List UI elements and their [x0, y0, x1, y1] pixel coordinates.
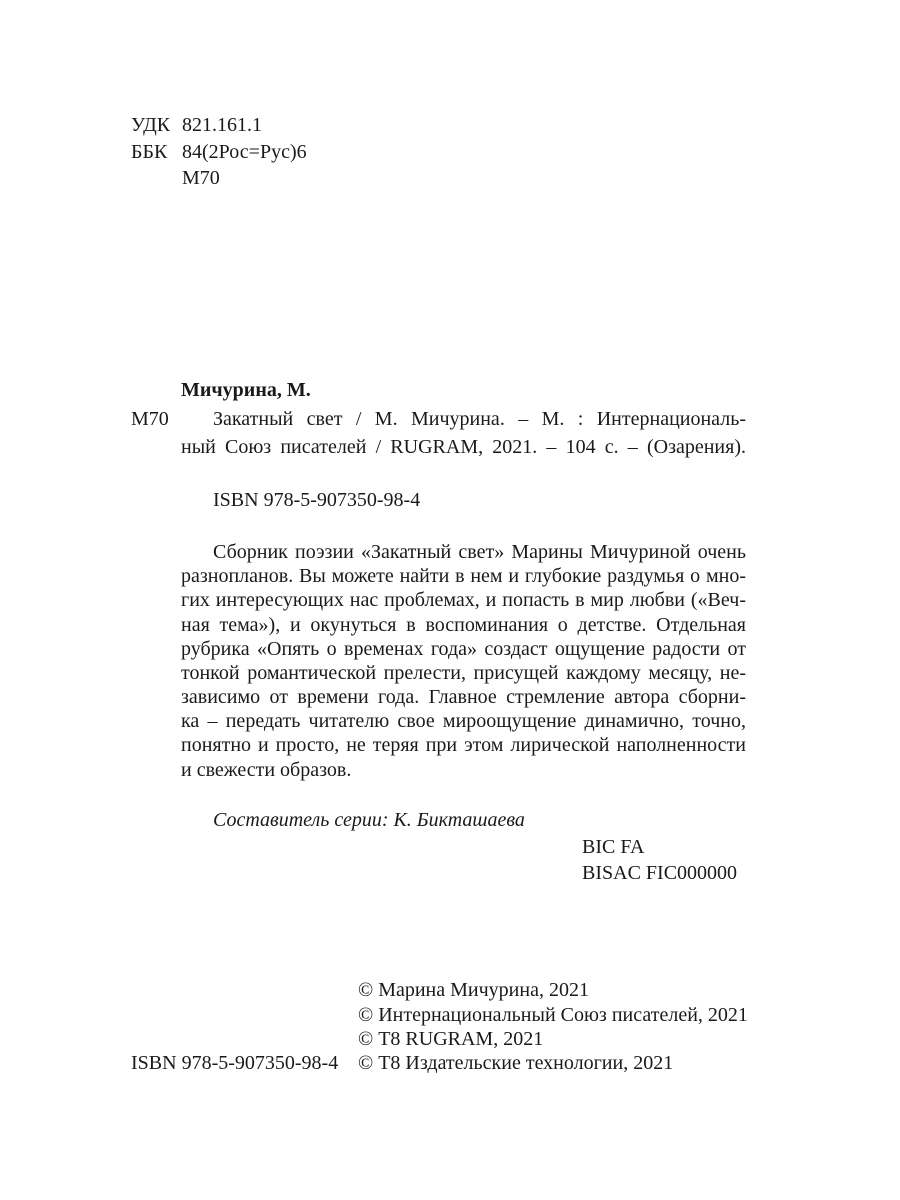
- annotation-line: ная тема»), и окунуться в воспоминания о детстве. Отдельная: [181, 614, 746, 636]
- annotation-line: тонкой романтической прелести, присущей каждому месяцу, не-: [181, 662, 746, 684]
- copyright-line: © Т8 Издательские технологии, 2021: [358, 1052, 674, 1074]
- copyright-line: © Т8 RUGRAM, 2021: [358, 1028, 544, 1050]
- bbk-value: 84(2Рос=Рус)6: [182, 141, 307, 163]
- udk-label: УДК: [131, 114, 171, 136]
- bic-code: BIC FA: [582, 836, 645, 858]
- record-description-line: Закатный свет / М. Мичурина. – М. : Интернациональ-: [213, 408, 746, 430]
- series-compiler: Составитель серии: К. Бикташаева: [213, 809, 525, 831]
- copyright-line: © Интернациональный Союз писателей, 2021: [358, 1004, 748, 1026]
- bisac-code: BISAC FIC000000: [582, 862, 738, 884]
- annotation-line: гих интересующих нас проблемах, и попасть в мир любви («Веч-: [181, 589, 746, 611]
- annotation-line: и свежести образов.: [181, 759, 352, 781]
- record-code: М70: [131, 408, 169, 430]
- copyright-line: © Марина Мичурина, 2021: [358, 979, 589, 1001]
- annotation-line: Сборник поэзии «Закатный свет» Марины Мичуриной очень: [213, 541, 746, 563]
- record-isbn: ISBN 978-5-907350-98-4: [213, 489, 421, 511]
- author-mark: М70: [182, 167, 220, 189]
- record-description-line: ный Союз писателей / RUGRAM, 2021. – 104 с. – (Озарения).: [181, 436, 746, 458]
- record-author: Мичурина, М.: [181, 379, 311, 401]
- annotation-line: ка – передать читателю свое мироощущение динамично, точно,: [181, 710, 746, 732]
- annotation-line: зависимо от времени года. Главное стремление автора сборни-: [181, 686, 746, 708]
- bottom-isbn: ISBN 978-5-907350-98-4: [131, 1052, 339, 1074]
- bbk-label: ББК: [131, 141, 168, 163]
- annotation-line: рубрика «Опять о временах года» создаст ощущение радости от: [181, 638, 746, 660]
- annotation-line: разнопланов. Вы можете найти в нем и глубокие раздумья о мно-: [181, 565, 746, 587]
- udk-value: 821.161.1: [182, 114, 262, 136]
- annotation-line: понятно и просто, не теряя при этом лирической наполненности: [181, 734, 746, 756]
